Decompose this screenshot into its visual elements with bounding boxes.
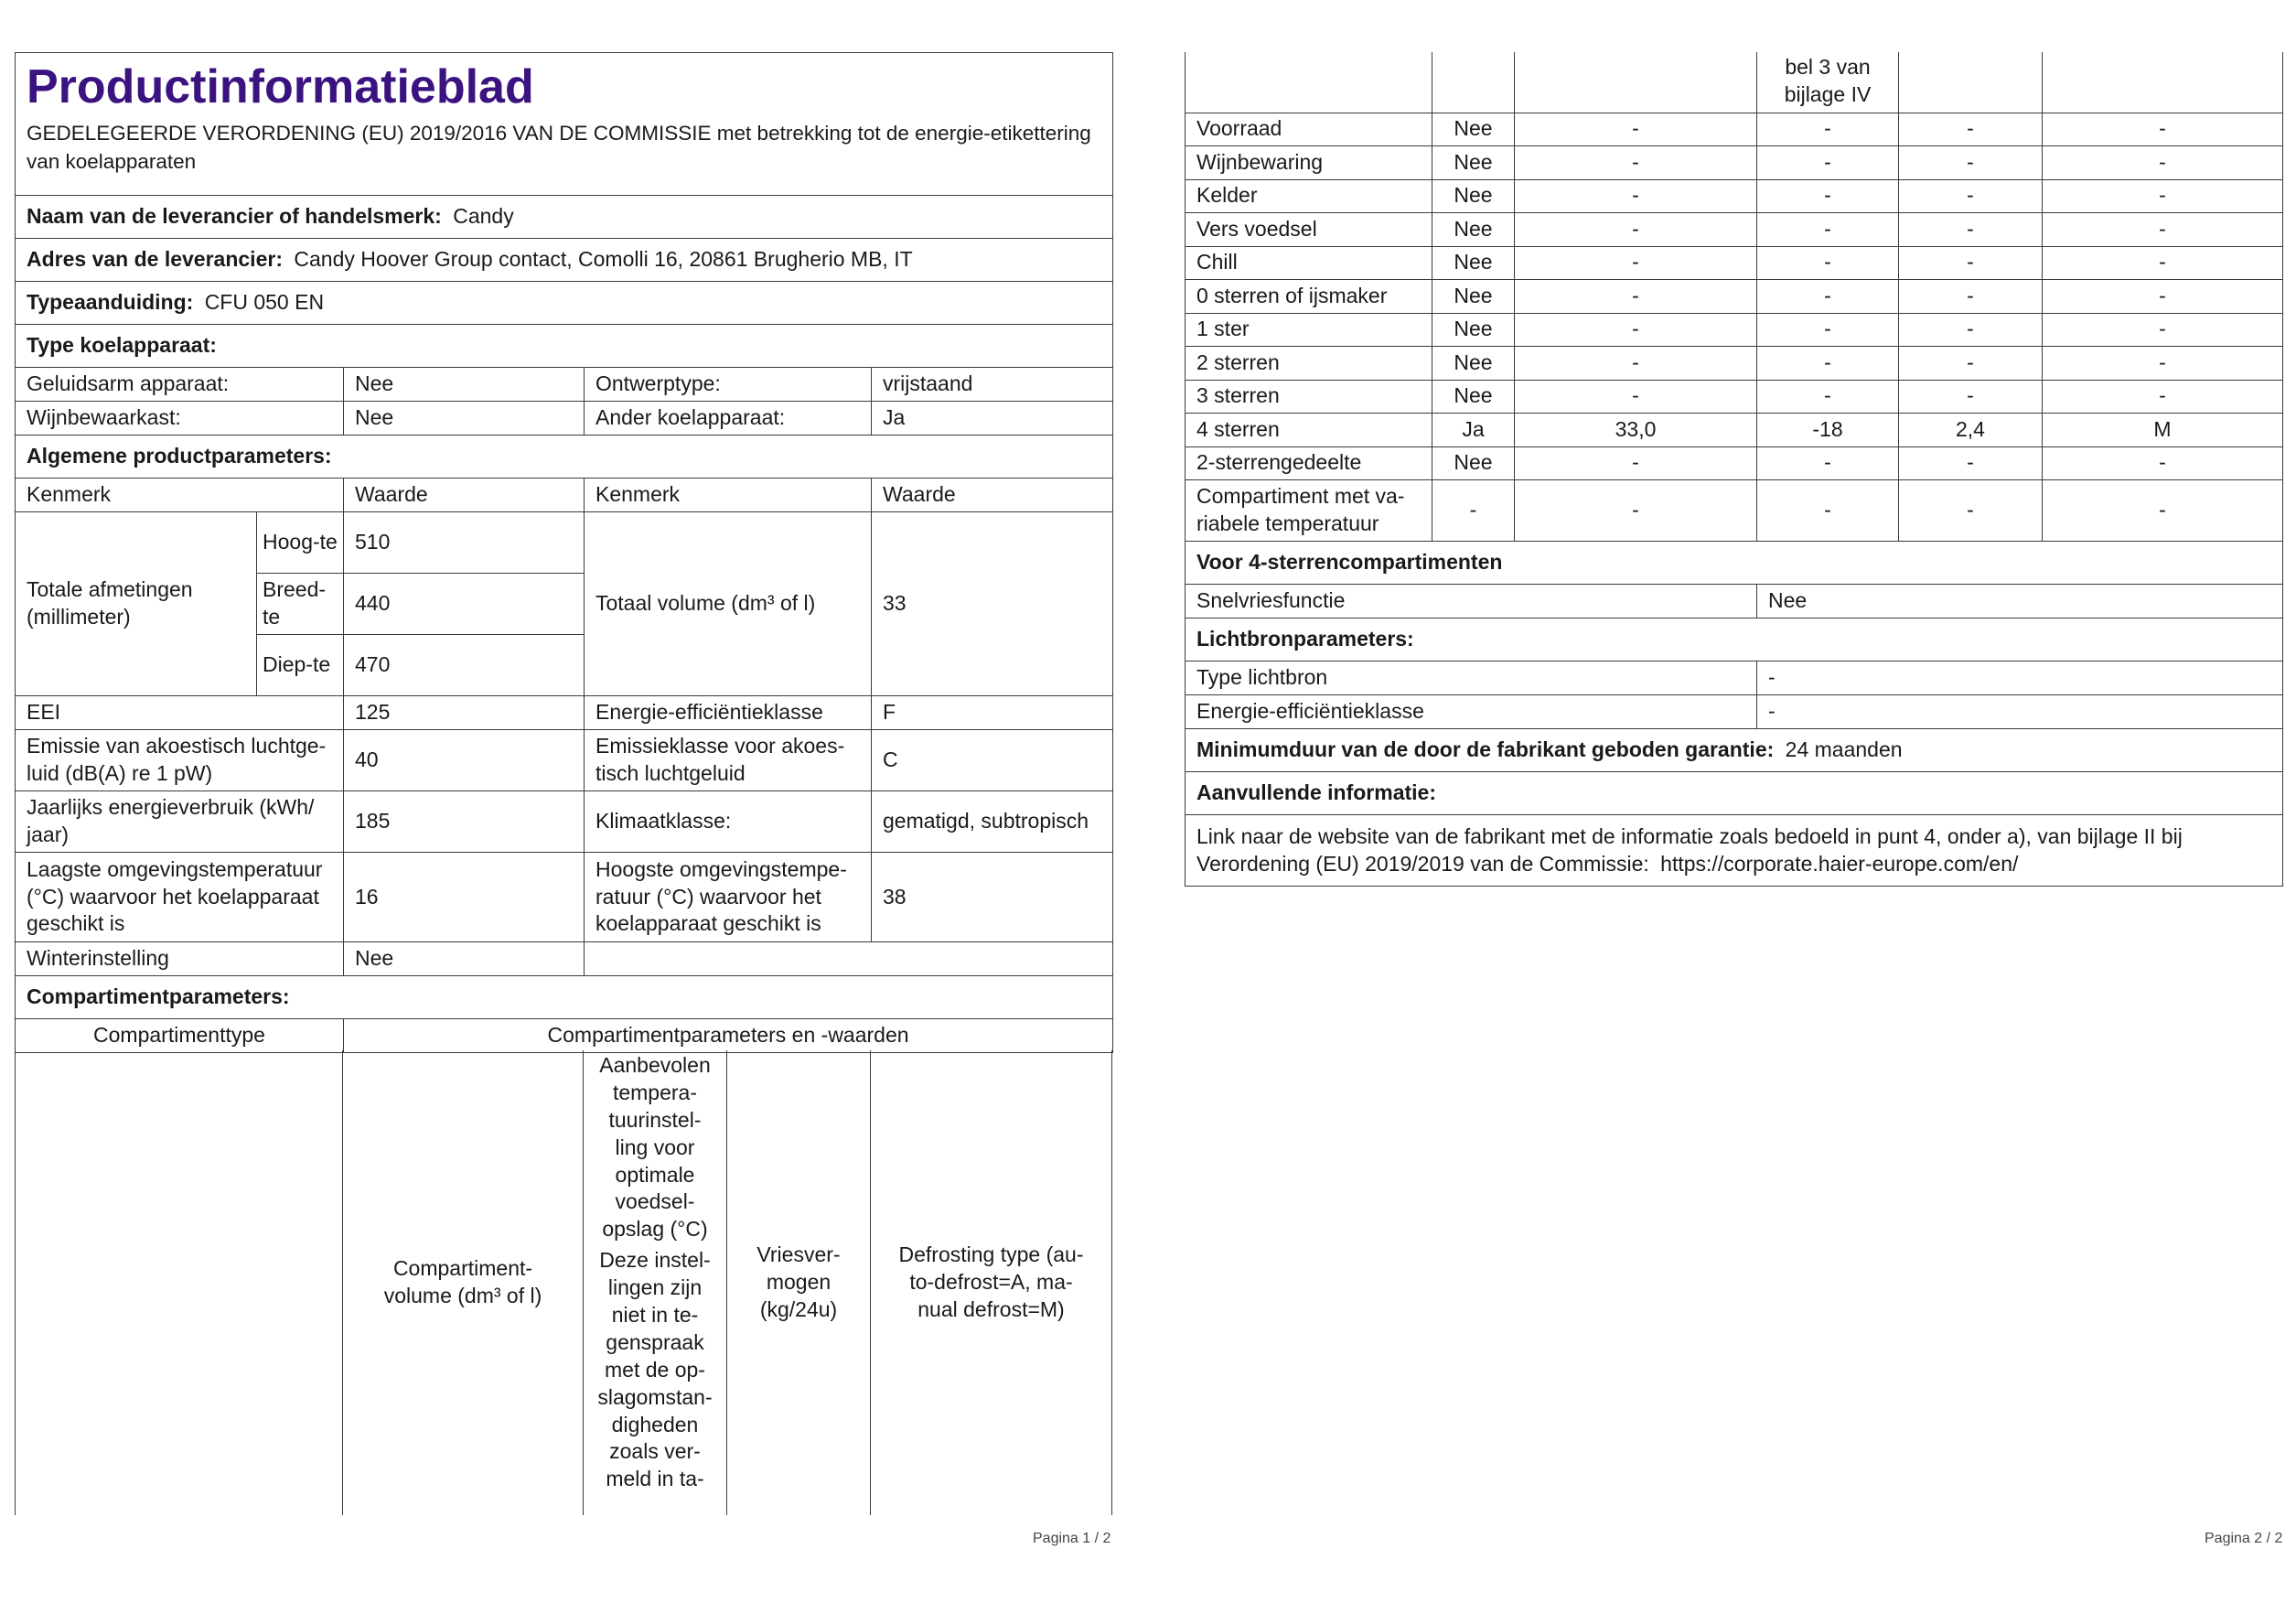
compartment-present: - [1432, 480, 1515, 542]
wine-label: Wijnbewaarkast: [16, 402, 344, 436]
compartment-type-header: Compartimenttype [16, 1019, 344, 1053]
compartment-freezing: - [1899, 480, 2043, 542]
compartment-present: Nee [1432, 213, 1515, 247]
compartment-row [1186, 246, 2283, 280]
compartment-freezing: - [1899, 179, 2043, 213]
warranty-label: Minimumduur van de door de fabrikant geboden garantie: [1196, 737, 1775, 762]
compartment-volume: - [1515, 146, 1757, 180]
compartment-volume: - [1515, 213, 1757, 247]
compartment-volume-header: Compartiment-volume (dm³ of l) [383, 1256, 542, 1307]
fast-freeze-value: Nee [1757, 585, 2283, 618]
compartment-volume: - [1515, 380, 1757, 414]
compartment-row [1186, 213, 2283, 247]
page-1-footer: Pagina 1 / 2 [1033, 1531, 1111, 1546]
compartment-present: Ja [1432, 414, 1515, 447]
compartment-freezing: - [1899, 313, 2043, 347]
wine-value: Nee [344, 402, 585, 436]
light-type-label: Type lichtbron [1186, 661, 1757, 695]
eei-label: EEI [16, 696, 344, 730]
page-1 [15, 52, 1112, 1491]
additional-text: Link naar de website van de fabrikant met de informatie zoals bedoeld in punt 4, onder a), van bijlage II bij Verordening (EU) 2019/2019 van de Commissie: [1196, 823, 2183, 876]
light-type-value: - [1757, 661, 2283, 695]
compartment-row [1186, 146, 2283, 180]
compartment-defrost: - [2043, 313, 2283, 347]
low-noise-label: Geluidsarm apparaat: [16, 368, 344, 402]
compartment-temp: - [1757, 347, 1899, 381]
annual-energy-value: 185 [344, 791, 585, 853]
compartment-volume: - [1515, 347, 1757, 381]
compartment-name: 0 sterren of ijsmaker [1186, 280, 1432, 314]
compartment-freezing: - [1899, 146, 2043, 180]
compartment-volume: - [1515, 446, 1757, 480]
compartment-defrost: - [2043, 446, 2283, 480]
compartment-row [1186, 380, 2283, 414]
compartment-temp: - [1757, 246, 1899, 280]
supplier-label: Naam van de leverancier of handelsmerk: [27, 204, 442, 229]
climate-label: Klimaatklasse: [585, 791, 872, 853]
additional-label: Aanvullende informatie: [1186, 772, 2283, 815]
compartment-freezing: - [1899, 113, 2043, 146]
compartment-volume: - [1515, 246, 1757, 280]
total-volume-label: Totaal volume (dm³ of l) [585, 512, 872, 696]
compartment-freezing: - [1899, 446, 2043, 480]
compartment-freezing: 2,4 [1899, 414, 2043, 447]
compartment-temp: - [1757, 446, 1899, 480]
compartment-temp: - [1757, 280, 1899, 314]
compartment-defrost: - [2043, 113, 2283, 146]
winter-label: Winterinstelling [16, 942, 344, 976]
compartment-present: Nee [1432, 380, 1515, 414]
compartment-present: Nee [1432, 113, 1515, 146]
design-type-value: vrijstaand [872, 368, 1113, 402]
compartment-freezing: - [1899, 246, 2043, 280]
compartment-defrost: - [2043, 347, 2283, 381]
col-value-header-2: Waarde [872, 479, 1113, 512]
recommended-temp-note: Deze instel-lingen zijn niet in te-genspraak met de op-slagomstan-digheden zoals ver-meld in ta- [597, 1248, 713, 1491]
col-feature-header: Kenmerk [16, 479, 344, 512]
climate-value: gematigd, subtropisch [872, 791, 1113, 853]
compartment-name: 3 sterren [1186, 380, 1432, 414]
winter-value: Nee [344, 942, 585, 976]
address-label: Adres van de leverancier: [27, 247, 283, 272]
compartment-name: 1 ster [1186, 313, 1432, 347]
compartment-values-header: Compartimentparameters en -waarden [344, 1019, 1113, 1053]
compartment-name: Compartiment met va-riabele temperatuur [1186, 480, 1432, 542]
warranty-value: 24 maanden [1785, 737, 1903, 762]
compartment-row [1186, 414, 2283, 447]
compartment-defrost: - [2043, 280, 2283, 314]
compartment-defrost: - [2043, 246, 2283, 280]
four-star-label: Voor 4-sterrencompartimenten [1186, 542, 2283, 585]
compartment-row [1186, 113, 2283, 146]
compartment-freezing: - [1899, 280, 2043, 314]
noise-class-value: C [872, 730, 1113, 791]
product-info-table [15, 52, 1113, 1053]
depth-value: 470 [344, 635, 585, 696]
manufacturer-link[interactable]: https://corporate.haier-europe.com/en/ [1660, 851, 2019, 876]
compartment-present: Nee [1432, 246, 1515, 280]
address-value: Candy Hoover Group contact, Comolli 16, 20861 Brugherio MB, IT [294, 247, 913, 272]
low-noise-value: Nee [344, 368, 585, 402]
defrost-header: Defrosting type (au-to-defrost=A, ma-nual defrost=M) [898, 1242, 1084, 1321]
noise-value: 40 [344, 730, 585, 791]
compartment-name: Voorraad [1186, 113, 1432, 146]
compartment-temp: - [1757, 146, 1899, 180]
compartment-name: Kelder [1186, 179, 1432, 213]
freezing-header: Vriesver-mogen (kg/24u) [756, 1242, 841, 1321]
compartment-defrost: - [2043, 146, 2283, 180]
compartment-defrost: - [2043, 213, 2283, 247]
compartment-defrost: - [2043, 380, 2283, 414]
min-temp-value: 16 [344, 853, 585, 942]
noise-label: Emissie van akoestisch luchtge-luid (dB(A) re 1 pW) [16, 730, 344, 791]
appliance-type-label: Type koelapparaat: [16, 325, 1113, 368]
compartment-present: Nee [1432, 280, 1515, 314]
compartment-volume: - [1515, 113, 1757, 146]
annual-energy-label: Jaarlijks energieverbruik (kWh/ jaar) [16, 791, 344, 853]
recommended-temp-header: Aanbevolen tempera-tuurinstel-ling voor optimale voedsel-opslag (°C) [599, 1053, 711, 1242]
type-label: Typeaanduiding: [27, 290, 194, 315]
energy-class-value: F [872, 696, 1113, 730]
compartment-present: Nee [1432, 146, 1515, 180]
compartment-defrost: - [2043, 179, 2283, 213]
compartment-row [1186, 280, 2283, 314]
compartment-name: 4 sterren [1186, 414, 1432, 447]
compartment-freezing: - [1899, 347, 2043, 381]
compartment-present: Nee [1432, 179, 1515, 213]
type-value: CFU 050 EN [204, 290, 325, 315]
compartment-temp: - [1757, 480, 1899, 542]
max-temp-value: 38 [872, 853, 1113, 942]
compartment-defrost: - [2043, 480, 2283, 542]
compartment-row [1186, 347, 2283, 381]
other-value: Ja [872, 402, 1113, 436]
compartment-temp: -18 [1757, 414, 1899, 447]
supplier-value: Candy [453, 204, 514, 229]
compartment-row [1186, 313, 2283, 347]
compartment-name: Vers voedsel [1186, 213, 1432, 247]
compartment-name: Chill [1186, 246, 1432, 280]
compartment-present: Nee [1432, 347, 1515, 381]
general-params-label: Algemene productparameters: [16, 436, 1113, 479]
other-label: Ander koelapparaat: [585, 402, 872, 436]
compartment-name: Wijnbewaring [1186, 146, 1432, 180]
max-temp-label: Hoogste omgevingstempe-ratuur (°C) waarvoor het koelapparaat geschikt is [585, 853, 872, 942]
compartment-header-row [15, 1050, 1112, 1515]
noise-class-label: Emissieklasse voor akoes-tisch luchtgeluid [585, 730, 872, 791]
compartment-volume: 33,0 [1515, 414, 1757, 447]
width-label: Breed-te [257, 574, 344, 635]
dimensions-label: Totale afmetingen (millimeter) [16, 512, 257, 696]
regulation-subtitle: GEDELEGEERDE VERORDENING (EU) 2019/2016 VAN DE COMMISSIE met betrekking tot de energie-etikettering van koelapparaten [27, 122, 1091, 174]
design-type-label: Ontwerptype: [585, 368, 872, 402]
fast-freeze-label: Snelvriesfunctie [1186, 585, 1757, 618]
compartment-volume: - [1515, 480, 1757, 542]
min-temp-label: Laagste omgevingstemperatuur (°C) waarvoor het koelapparaat geschikt is [16, 853, 344, 942]
compartment-volume: - [1515, 179, 1757, 213]
compartment-row [1186, 480, 2283, 542]
compartment-defrost: M [2043, 414, 2283, 447]
page-2-footer: Pagina 2 / 2 [2205, 1531, 2283, 1546]
compartment-freezing: - [1899, 380, 2043, 414]
col-value-header: Waarde [344, 479, 585, 512]
compartment-freezing: - [1899, 213, 2043, 247]
height-value: 510 [344, 512, 585, 574]
total-volume-value: 33 [872, 512, 1113, 696]
compartment-volume: - [1515, 280, 1757, 314]
light-class-value: - [1757, 695, 2283, 729]
width-value: 440 [344, 574, 585, 635]
compartment-temp: - [1757, 113, 1899, 146]
compartment-table [1185, 52, 2283, 887]
col-feature-header-2: Kenmerk [585, 479, 872, 512]
page-2 [1185, 52, 2282, 887]
depth-label: Diep-te [257, 635, 344, 696]
compartment-temp: - [1757, 179, 1899, 213]
compartment-row [1186, 179, 2283, 213]
light-class-label: Energie-efficiëntieklasse [1186, 695, 1757, 729]
page-title: Productinformatieblad [27, 60, 534, 113]
compartment-row [1186, 446, 2283, 480]
compartment-name: 2 sterren [1186, 347, 1432, 381]
compartment-name: 2-sterrengedeelte [1186, 446, 1432, 480]
energy-class-label: Energie-efficiëntieklasse [585, 696, 872, 730]
eei-value: 125 [344, 696, 585, 730]
compartment-temp: - [1757, 313, 1899, 347]
compartment-present: Nee [1432, 313, 1515, 347]
compartment-present: Nee [1432, 446, 1515, 480]
compartment-temp: - [1757, 213, 1899, 247]
compartment-temp: - [1757, 380, 1899, 414]
light-params-label: Lichtbronparameters: [1186, 618, 2283, 661]
height-label: Hoog-te [257, 512, 344, 574]
compartment-volume: - [1515, 313, 1757, 347]
continued-header: bel 3 van bijlage IV [1757, 52, 1899, 113]
compartment-params-label: Compartimentparameters: [16, 976, 1113, 1019]
